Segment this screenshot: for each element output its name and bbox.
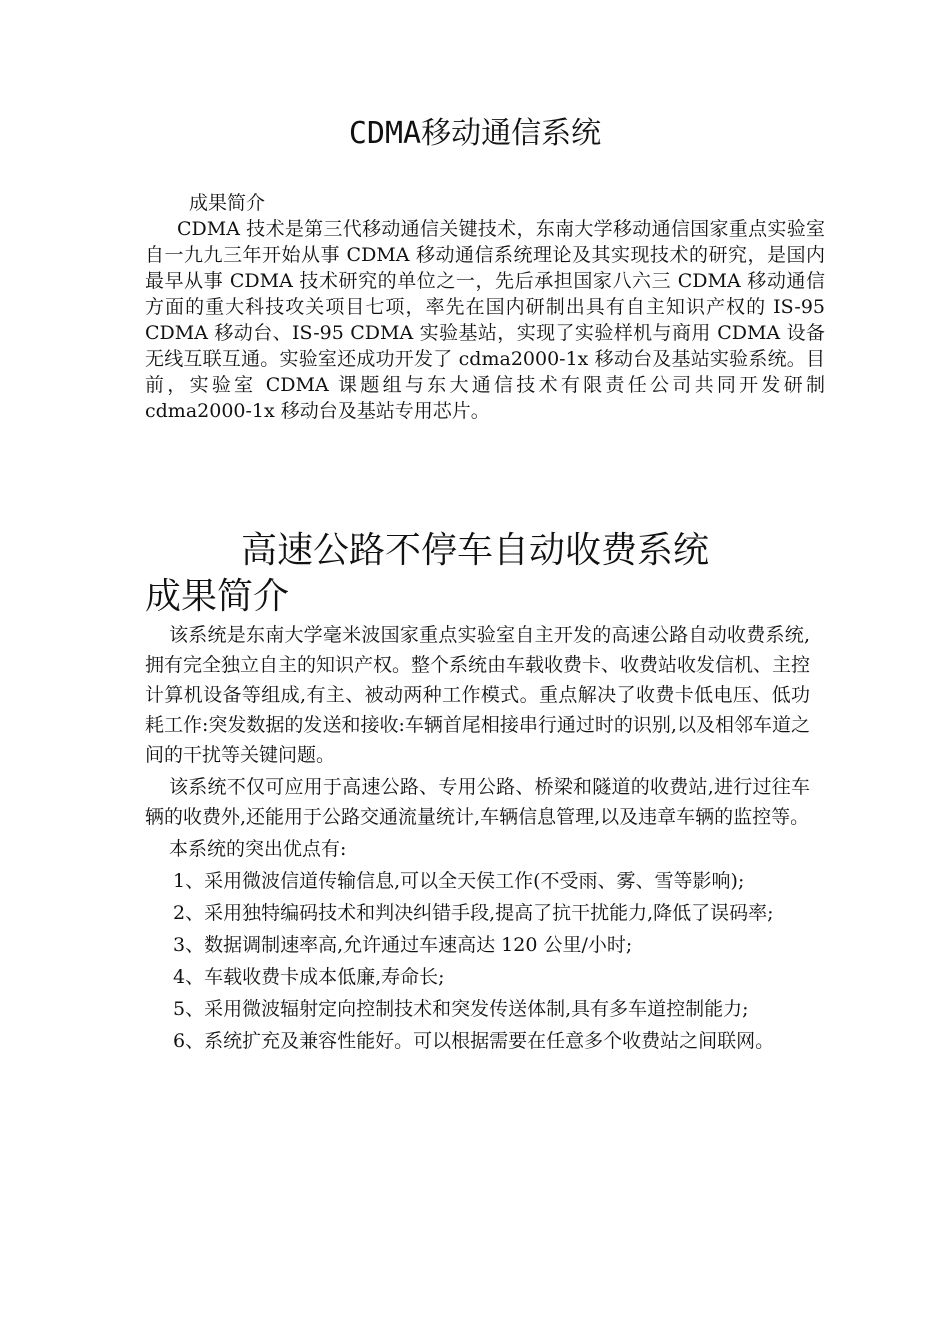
list-item: 3、数据调制速率高,允许通过车速高达 120 公里/小时; — [173, 934, 633, 956]
list-item: 1、采用微波信道传输信息,可以全天侯工作(不受雨、雾、雪等影响); — [173, 870, 745, 892]
list-item: 6、系统扩充及兼容性能好。可以根据需要在任意多个收费站之间联网。 — [173, 1030, 775, 1052]
paragraph-system-overview: 该系统是东南大学毫米波国家重点实验室自主开发的高速公路自动收费系统,拥有完全独立自主的知识产权。整个系统由车载收费卡、收费站收发信机、主控计算机设备等组成,有主、被动两种工作模式。重点解决了收费卡低电压、低功耗工作:突发数据的发送和接收:车辆首尾相接串行通过时的识别,以及相邻车道之间的干扰等关键问题。 — [145, 624, 811, 766]
list-item: 4、车载收费卡成本低廉,寿命长; — [173, 966, 445, 988]
paragraph-applications: 该系统不仅可应用于高速公路、专用公路、桥梁和隧道的收费站,进行过往车辆的收费外,还能用于公路交通流量统计,车辆信息管理,以及违章车辆的监控等。 — [145, 776, 810, 828]
section-label: 成果简介 — [189, 192, 266, 214]
document-title-cdma: CDMA移动通信系统 — [348, 116, 602, 151]
section-paragraph: CDMA 技术是第三代移动通信关键技术，东南大学移动通信国家重点实验室自一九九三年开始从事 CDMA 移动通信系统理论及其实现技术的研究，是国内最早从事 CDMA 技术研究的单位之一，先后承担国家八六三 CDMA 移动通信方面的重大科技攻关项目七项，率先在国内研制出具有自主知识产权的 IS-95 CDMA 移动台、IS-95 CDMA 实验基站，实现了实验样机与商用 CDMA 设备无线互联互通。实验室还成功开发了 cdma2000-1x 移动台及基站实验系统。目前，实验室 CDMA 课题组与东大通信技术有限责任公司共同开发研制 cdma2000-1x 移动台及基站专用芯片。 — [145, 218, 825, 422]
list-item: 5、采用微波辐射定向控制技术和突发传送体制,具有多车道控制能力; — [173, 998, 749, 1020]
paragraph-advantages-intro: 本系统的突出优点有: — [169, 838, 347, 860]
section-subtitle: 成果简介 — [145, 576, 290, 617]
list-item: 2、采用独特编码技术和判决纠错手段,提高了抗干扰能力,降低了误码率; — [173, 902, 774, 924]
document-title-etc: 高速公路不停车自动收费系统 — [240, 530, 709, 571]
section-cdma-summary — [145, 190, 825, 424]
section-etc-summary — [145, 620, 810, 1058]
